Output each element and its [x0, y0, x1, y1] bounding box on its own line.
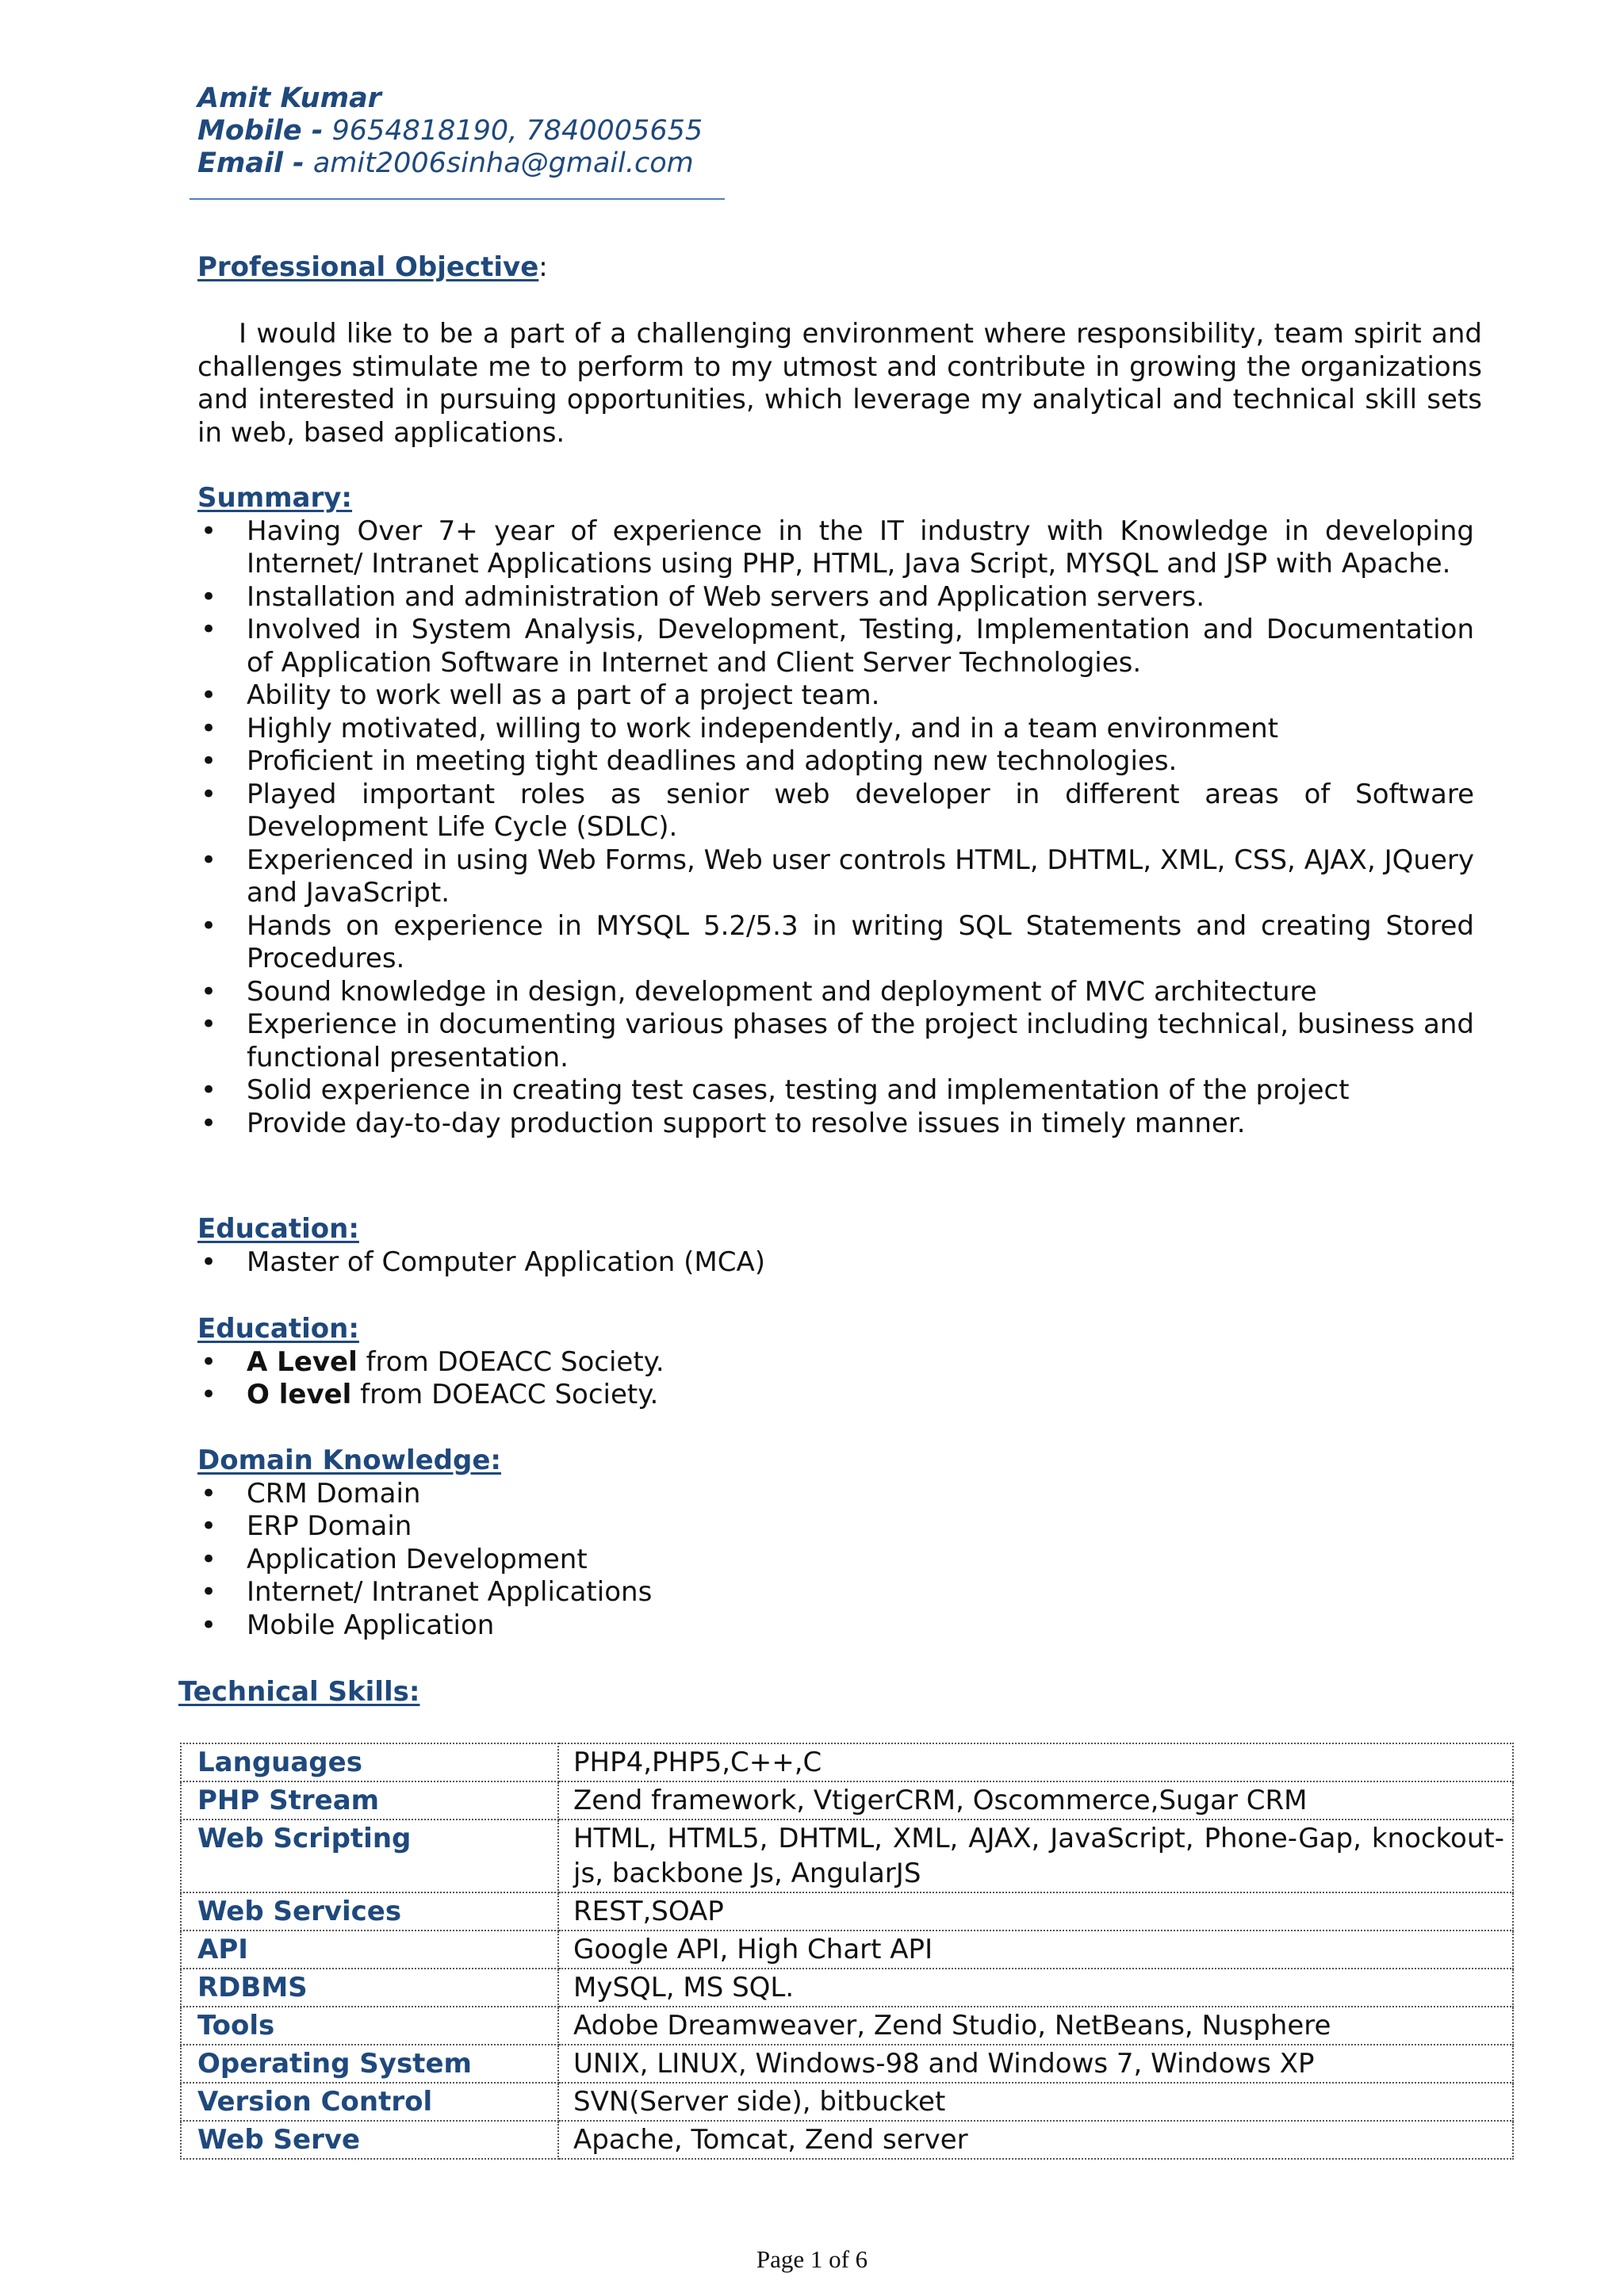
table-row [181, 2045, 1513, 2083]
domain-item: • Application Development [197, 1544, 1479, 1577]
summary-item: • Experience in documenting various phases of the project including technical, business and functional presentation. [197, 1008, 1474, 1074]
skill-category: Languages [181, 1743, 558, 1781]
education-item [197, 1379, 1479, 1412]
contact-header [197, 82, 703, 180]
objective-text: I would like to be a part of a challenging environment where responsibility, team spirit and challenges stimulate me to perform to my utmost and contribute in growing the organizations and interested in pursuing opportunities, which leverage my analytical and technical skill sets in web, based applications. [197, 318, 1482, 449]
education-item [197, 1346, 1479, 1380]
summary-item: • Hands on experience in MYSQL 5.2/5.3 in writing SQL Statements and creating Stored Procedures. [197, 910, 1474, 976]
education-title-1: Education: [197, 1213, 359, 1245]
education-item-level: O level [247, 1379, 352, 1410]
domain-list [197, 1478, 1479, 1643]
summary-item: • Proficient in meeting tight deadlines and adopting new technologies. [197, 745, 1474, 779]
summary-list [197, 515, 1474, 1141]
skill-value: SVN(Server side), bitbucket [558, 2083, 1513, 2121]
summary-item: • Experienced in using Web Forms, Web user controls HTML, DHTML, XML, CSS, AJAX, JQuery and JavaScript. [197, 844, 1474, 910]
domain-item: • CRM Domain [197, 1478, 1479, 1511]
skills-title: Technical Skills: [178, 1676, 420, 1708]
objective-colon: : [538, 251, 548, 283]
table-row [181, 1969, 1513, 2007]
education-list-2 [197, 1346, 1479, 1412]
summary-item: • Provide day-to-day production support to resolve issues in timely manner. [197, 1108, 1474, 1141]
skill-category: PHP Stream [181, 1781, 558, 1820]
skill-value: Zend framework, VtigerCRM, Oscommerce,Sugar CRM [558, 1781, 1513, 1820]
skill-category: Operating System [181, 2045, 558, 2083]
skill-category: Version Control [181, 2083, 558, 2121]
table-row [181, 2007, 1513, 2045]
skill-category: Web Services [181, 1892, 558, 1931]
skill-category: Tools [181, 2007, 558, 2045]
email-address[interactable]: amit2006sinha@gmail.com [312, 147, 694, 179]
table-row [181, 1743, 1513, 1781]
education-item-institute: from DOEACC Society. [357, 1345, 665, 1378]
table-row [181, 1781, 1513, 1820]
email-label: Email - [197, 147, 304, 179]
skill-value: Google API, High Chart API [558, 1931, 1513, 1969]
skill-value: REST,SOAP [558, 1892, 1513, 1931]
education-section-2 [197, 1313, 1479, 1412]
summary-item: • Solid experience in creating test cases, testing and implementation of the project [197, 1074, 1474, 1108]
skill-category: Web Serve [181, 2121, 558, 2159]
summary-item: • Involved in System Analysis, Development, Testing, Implementation and Documentation of Application Software in Internet and Client Server Technologies. [197, 614, 1474, 679]
skill-category: Web Scripting [181, 1820, 558, 1892]
summary-item: • Having Over 7+ year of experience in the IT industry with Knowledge in developing Internet/ Intranet Applications using PHP, HTML, Java Script, MYSQL and JSP with Apache. [197, 515, 1474, 581]
summary-title: Summary: [197, 482, 353, 514]
mobile-numbers: 9654818190, 7840005655 [331, 115, 703, 147]
skill-category: RDBMS [181, 1969, 558, 2007]
summary-item: • Installation and administration of Web servers and Application servers. [197, 581, 1474, 614]
objective-heading [197, 251, 1479, 285]
education-list-1 [197, 1246, 1479, 1280]
domain-item: • Internet/ Intranet Applications [197, 1576, 1479, 1609]
skill-value: PHP4,PHP5,C++,C [558, 1743, 1513, 1781]
skill-value: Apache, Tomcat, Zend server [558, 2121, 1513, 2159]
summary-item: • Played important roles as senior web developer in different areas of Software Development Life Cycle (SDLC). [197, 779, 1474, 844]
table-row [181, 1931, 1513, 1969]
skill-value: Adobe Dreamweaver, Zend Studio, NetBeans, Nusphere [558, 2007, 1513, 2045]
skills-table [180, 1743, 1514, 2160]
skill-value: MySQL, MS SQL. [558, 1969, 1513, 2007]
domain-title: Domain Knowledge: [197, 1445, 502, 1476]
table-row [181, 1820, 1513, 1892]
skill-value: UNIX, LINUX, Windows-98 and Windows 7, Windows XP [558, 2045, 1513, 2083]
education-item-institute: from DOEACC Society. [351, 1379, 659, 1410]
domain-item: • Mobile Application [197, 1609, 1479, 1643]
mobile-line [197, 115, 703, 147]
table-row [181, 1892, 1513, 1931]
education-title-2: Education: [197, 1313, 359, 1345]
summary-section [197, 482, 1479, 1140]
domain-item: • ERP Domain [197, 1510, 1479, 1544]
page-number: Page 1 of 6 [756, 2245, 868, 2273]
skill-category: API [181, 1931, 558, 1969]
header-divider [190, 198, 725, 200]
email-line [197, 147, 703, 180]
education-item-level: A Level [247, 1345, 358, 1378]
education-section-1 [197, 1213, 1479, 1279]
table-row [181, 2083, 1513, 2121]
skill-value: HTML, HTML5, DHTML, XML, AJAX, JavaScript, Phone-Gap, knockout-js, backbone Js, AngularJS [558, 1820, 1513, 1892]
education-item: • Master of Computer Application (MCA) [197, 1246, 1479, 1280]
mobile-label: Mobile - [197, 115, 324, 147]
summary-item: • Sound knowledge in design, development and deployment of MVC architecture [197, 976, 1474, 1009]
summary-item: • Highly motivated, willing to work independently, and in a team environment [197, 713, 1474, 746]
candidate-name: Amit Kumar [197, 82, 381, 114]
objective-title: Professional Objective [197, 251, 539, 283]
summary-item: • Ability to work well as a part of a project team. [197, 679, 1474, 713]
table-row [181, 2121, 1513, 2159]
domain-section [197, 1445, 1479, 1642]
